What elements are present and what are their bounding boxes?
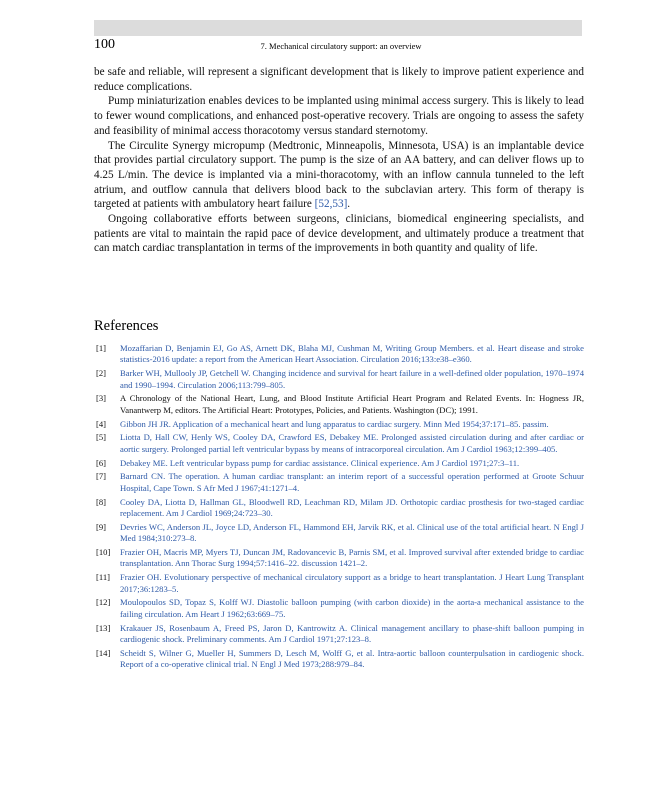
- header-bar: [94, 20, 582, 36]
- reference-link[interactable]: Frazier OH, Macris MP, Myers TJ, Duncan JM, Radovancevic B, Parnis SM, et al. Improved survival after extended bridge to cardiac transplantation. Ann Thorac Surg 1994;57:1416–22. discussion 1421–2.: [120, 547, 584, 569]
- running-head: 7. Mechanical circulatory support: an overview: [260, 41, 422, 51]
- reference-link[interactable]: Moulopoulos SD, Topaz S, Kolff WJ. Diastolic balloon pumping (with carbon dioxide) in the aorta-a mechanical assistance to the failing circulation. Am Heart J 1962;63:669–75.: [120, 597, 584, 619]
- paragraph-3-end: .: [347, 198, 351, 211]
- reference-item: [94, 368, 584, 391]
- reference-item: [94, 572, 584, 595]
- reference-item: [94, 623, 584, 646]
- citation-link[interactable]: [52,53]: [314, 198, 348, 211]
- reference-link[interactable]: Devries WC, Anderson JL, Joyce LD, Anderson FL, Hammond EH, Jarvik RK, et al. Clinical use of the total artificial heart. N Engl J Med 1984;310:273–8.: [120, 521, 584, 544]
- reference-text: A Chronology of the National Heart, Lung, and Blood Institute Artificial Heart Program and Related Events. In: Hogness JR, Vanantwerp M, editors. The Artificial Heart: Prototypes, Policies, and Patients. Washington (DC); 1991.: [120, 393, 584, 415]
- body-text: [94, 65, 584, 256]
- reference-item: [94, 432, 584, 455]
- reference-link[interactable]: Mozaffarian D, Benjamin EJ, Go AS, Arnett DK, Blaha MJ, Cushman M, Writing Group Members. et al. Heart disease and stroke statistics-2016 update: a report from the American Heart Association. Circulation 2016;133:e38–e360.: [120, 343, 584, 365]
- reference-number: [4]: [96, 418, 107, 429]
- reference-item: [94, 497, 584, 520]
- reference-link[interactable]: Cooley DA, Liotta D, Hallman GL, Bloodwell RD, Leachman RD, Milam JD. Orthotopic cardiac prosthesis for two-staged cardiac replacement. Am J Cardiol 1969;24:723–30.: [120, 496, 584, 519]
- reference-item: [94, 419, 584, 430]
- paragraph-4: Ongoing collaborative efforts between surgeons, clinicians, biomedical engineering specialists, and patients are vital to maintain the rapid pace of device development, and ultimately produce a treatment that can match cardiac transplantation in terms of the improvements in both quantity and quality of life.: [94, 213, 584, 255]
- reference-number: [10]: [96, 547, 111, 558]
- paragraph-3-text: The Circulite Synergy micropump (Medtronic, Minneapolis, Minnesota, USA) is an implantable device that provides partial circulatory support. The pump is the size of an AA battery, and can deliver flows up to 4.25 L/min. The device is implanted via a mini-thoracotomy, with an inflow cannula tunneled to the left atrium, and outflow cannula that delivers blood back to the subclavian artery. This form of therapy is targeted at patients with ambulatory heart failure: [94, 139, 584, 211]
- reference-number: [8]: [96, 496, 107, 507]
- reference-item: [94, 648, 584, 671]
- page-number: 100: [94, 37, 115, 52]
- reference-number: [9]: [96, 521, 107, 532]
- reference-number: [1]: [96, 343, 107, 353]
- paragraph-3: [94, 139, 584, 213]
- paragraph-2: Pump miniaturization enables devices to be implanted using minimal access surgery. This is likely to lead to fewer wound complications, and enhanced post-operative recovery. Trials are ongoing to assess the safety and feasibility of minimal access thoracotomy versus standard sternotomy.: [94, 95, 584, 137]
- reference-number: [14]: [96, 647, 111, 658]
- reference-number: [13]: [96, 622, 111, 633]
- reference-link[interactable]: Debakey ME. Left ventricular bypass pump for cardiac assistance. Clinical experience. Am J Cardiol 1971;27:3–11.: [120, 457, 520, 468]
- page-header: [94, 37, 582, 55]
- reference-item: [94, 393, 584, 416]
- reference-number: [2]: [96, 368, 107, 379]
- reference-item: [94, 343, 584, 366]
- reference-item: [94, 522, 584, 545]
- reference-list: [94, 343, 584, 673]
- reference-link[interactable]: Scheidt S, Wilner G, Mueller H, Summers D, Lesch M, Wolff G, et al. Intra-aortic balloon counterpulsation in cardiogenic shock. Report of a co-operative clinical trial. N Engl J Med 1973;288:979–84.: [120, 647, 584, 670]
- references-heading: References: [94, 318, 159, 334]
- reference-link[interactable]: Barker WH, Mullooly JP, Getchell W. Changing incidence and survival for heart failure in a well-defined older population, 1970–1974 and 1990–1994. Circulation 2006;113:799–805.: [120, 368, 584, 390]
- reference-number: [11]: [96, 572, 110, 583]
- reference-number: [7]: [96, 471, 107, 482]
- paragraph-1: be safe and reliable, will represent a significant development that is likely to improve patient experience and reduce complications.: [94, 66, 584, 93]
- reference-item: [94, 471, 584, 494]
- reference-item: [94, 597, 584, 620]
- reference-number: [6]: [96, 457, 107, 468]
- reference-number: [3]: [96, 393, 107, 404]
- reference-number: [5]: [96, 432, 107, 443]
- reference-number: [12]: [96, 597, 111, 608]
- reference-link[interactable]: Liotta D, Hall CW, Henly WS, Cooley DA, Crawford ES, Debakey ME. Prolonged assisted circulation during and after cardiac or aortic surgery. Prolonged partial left ventricular bypass by means of intracorporeal circulation. Am J Cardiol 1963;12:399–405.: [120, 432, 584, 454]
- reference-link[interactable]: Krakauer JS, Rosenbaum A, Freed PS, Jaron D, Kantrowitz A. Clinical management ancillary to phase-shift balloon pumping in cardiogenic shock. Preliminary comments. Am J Cardiol 1971;27:123–8.: [120, 622, 584, 645]
- reference-item: [94, 458, 584, 469]
- reference-item: [94, 547, 584, 570]
- reference-link[interactable]: Frazier OH. Evolutionary perspective of mechanical circulatory support as a bridge to heart transplantation. J Heart Lung Transplant 2017;36:1283–5.: [120, 572, 584, 594]
- reference-link[interactable]: Barnard CN. The operation. A human cardiac transplant: an interim report of a successful operation performed at Groote Schuur Hospital, Cape Town. S Afr Med J 1967;41:1271–4.: [120, 471, 584, 493]
- reference-link[interactable]: Gibbon JH JR. Application of a mechanical heart and lung apparatus to cardiac surgery. Minn Med 1954;37:171–85. passim.: [120, 418, 549, 429]
